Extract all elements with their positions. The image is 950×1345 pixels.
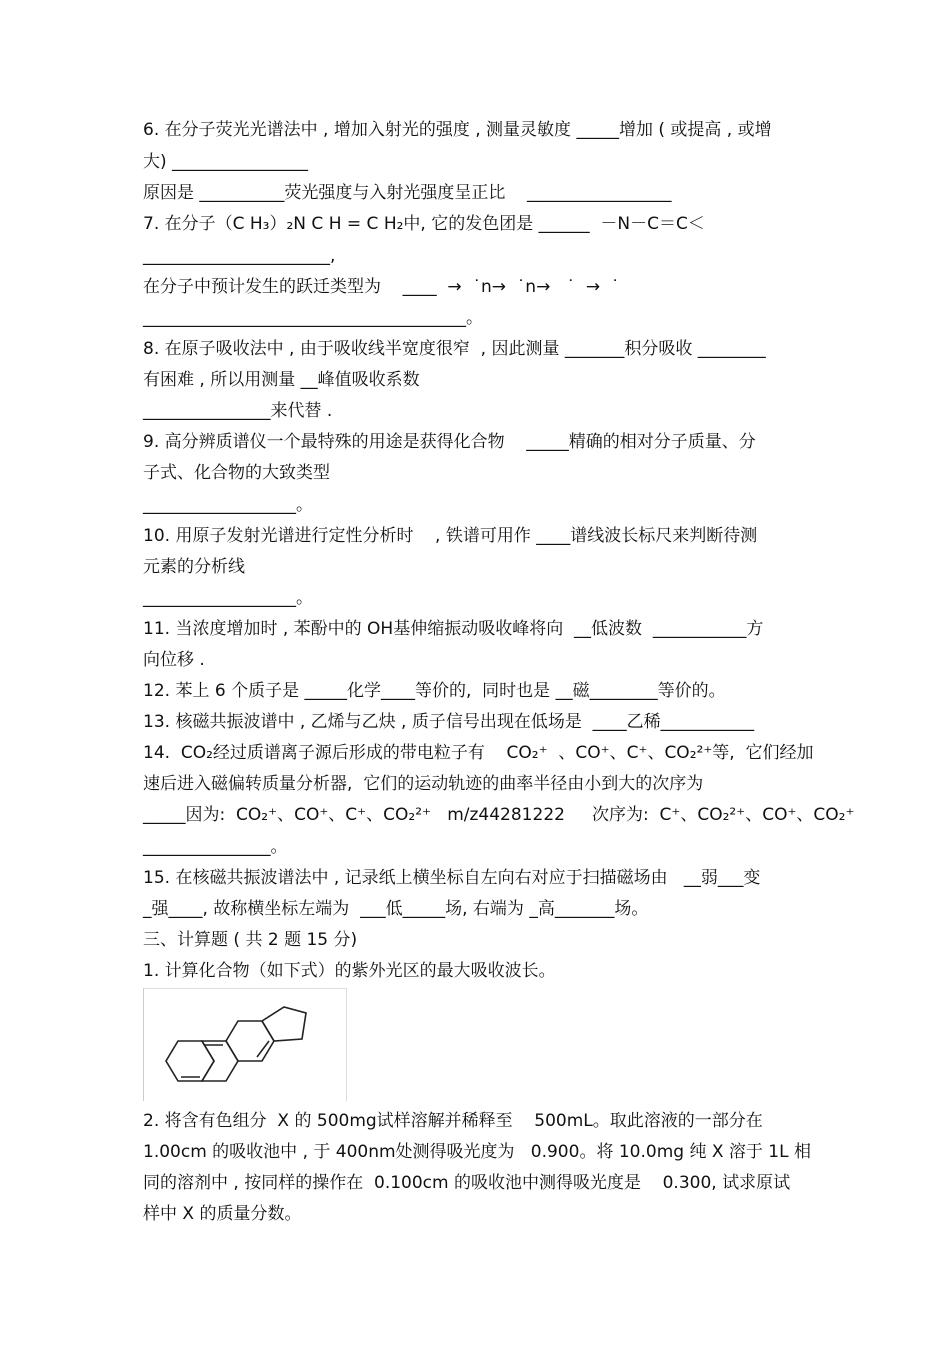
line-8a: 8. 在原子吸收法中 , 由于吸收线半宽度很窄 , 因此测量 _______积分吸收 ________ [143, 339, 766, 359]
line-10b: 元素的分析线 [143, 557, 245, 577]
line-8b: 有困难 , 所以用测量 __峰值吸收系数 [143, 370, 420, 390]
line-7b: ______________________, [143, 246, 336, 266]
line-7a: 7. 在分子（C H₃）₂N C H = C H₂中, 它的发色团是 ______ －N－C＝C＜ [143, 214, 705, 234]
calc-2b: 1.00cm 的吸收池中 , 于 400nm处测得吸光度为 0.900。将 10.0mg 纯 X 溶于 1L 相 [143, 1142, 811, 1162]
line-14d: _______________。 [143, 837, 288, 857]
calc-1: 1. 计算化合物（如下式）的紫外光区的最大吸收波长。 [143, 961, 556, 981]
line-9a: 9. 高分辨质谱仪一个最特殊的用途是获得化合物 _____精确的相对分子质量、分 [143, 432, 756, 452]
line-9b: 子式、化合物的大致类型 [143, 463, 330, 483]
line-6a: 6. 在分子荧光光谱法中 , 增加入射光的强度 , 测量灵敏度 _____增加 ( 或提高 , 或增 [143, 120, 772, 140]
line-8c: _______________来代替 . [143, 401, 333, 421]
line-7c: 在分子中预计发生的跃迁类型为 ____ → ˙n→ ˙n→ ˙ → ˙ [143, 277, 620, 297]
calc-2a: 2. 将含有色组分 X 的 500mg试样溶解并稀释至 500mL。取此溶液的一部分在 [143, 1111, 763, 1131]
line-6b: 大) ________________ [143, 152, 309, 172]
line-15a: 15. 在核磁共振波谱法中 , 记录纸上横坐标自左向右对应于扫描磁场由 __弱___变 [143, 868, 761, 888]
line-12: 12. 苯上 6 个质子是 _____化学____等价的, 同时也是 __磁________等价的。 [143, 681, 726, 701]
steroid-structure-image [143, 988, 347, 1101]
calc-2c: 同的溶剂中 , 按同样的操作在 0.100cm 的吸收池中测得吸光度是 0.300, 试求原试 [143, 1173, 791, 1193]
line-9c: __________________。 [143, 495, 313, 515]
line-11a: 11. 当浓度增加时 , 苯酚中的 OH基伸缩振动吸收峰将向 __低波数 ___________方 [143, 619, 764, 639]
section-heading: 三、计算题 ( 共 2 题 15 分) [143, 930, 358, 950]
calc-2d: 样中 X 的质量分数。 [143, 1204, 302, 1224]
line-13: 13. 核磁共振波谱中 , 乙烯与乙炔 , 质子信号出现在低场是 ____乙稀___________ [143, 712, 755, 732]
line-10a: 10. 用原子发射光谱进行定性分析时 , 铁谱可用作 ____谱线波长标尺来判断待测 [143, 526, 758, 546]
line-14b: 速后进入磁偏转质量分析器, 它们的运动轨迹的曲率半径由小到大的次序为 [143, 774, 704, 794]
line-7d: ______________________________________。 [143, 308, 483, 328]
line-14a: 14. CO₂经过质谱离子源后形成的带电粒子有 CO₂⁺ 、CO⁺、C⁺、CO₂²⁺等, 它们经加 [143, 743, 814, 763]
line-6c: 原因是 __________荧光强度与入射光强度呈正比 _________________ [143, 183, 672, 203]
line-10c: __________________。 [143, 588, 313, 608]
line-11b: 向位移 . [143, 650, 205, 670]
line-14c: _____因为: CO₂⁺、CO⁺、C⁺、CO₂²⁺ m/z44281222 次序为: C⁺、CO₂²⁺、CO⁺、CO₂⁺ [143, 805, 855, 825]
line-15b: _强____, 故称横坐标左端为 ___低_____场, 右端为 _高_______场。 [143, 899, 649, 919]
